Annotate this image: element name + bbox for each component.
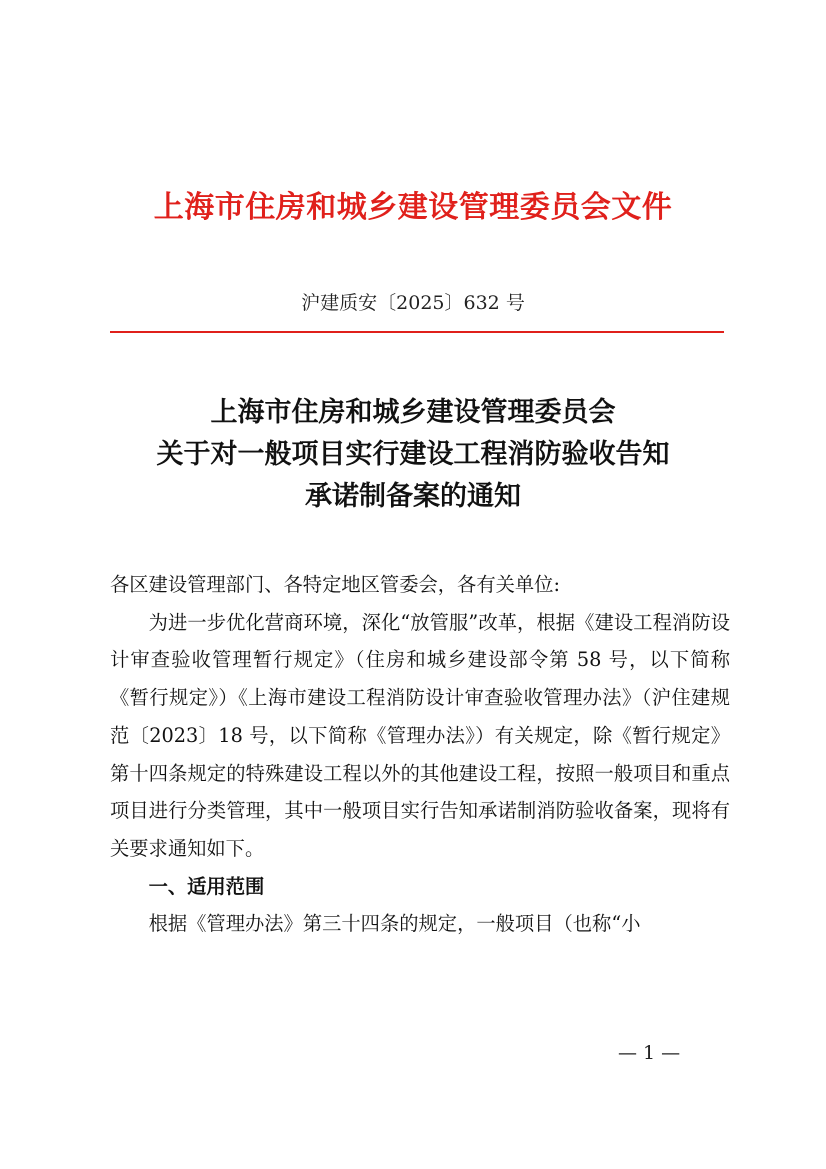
document-body [110,566,730,943]
page-number: — 1 — [618,1042,681,1064]
issuer-header: 上海市住房和城乡建设管理委员会文件 [153,190,673,225]
red-divider-line [110,331,724,333]
salutation: 各区建设管理部门、各特定地区管委会，各有关单位: [110,573,560,596]
section-heading-scope: 一、适用范围 [148,874,265,898]
paragraph-scope: 根据《管理办法》第三十四条的规定，一般项目（也称“小 [148,912,641,936]
notice-title-line-3: 承诺制备案的通知 [305,481,521,512]
paragraph-intro: 为进一步优化营商环境，深化“放管服”改革，根据《建设工程消防设计审查验收管理暂行规定》（住房和城乡建设部令第 58 号，以下简称《暂行规定》）《上海市建设工程消防设计审查验收管理办法》（沪住建规范〔2023〕18 号，以下简称《管理办法》）有关规定，除《暂行规定》第十四条规定的特殊建设工程以外的其他建设工程，按照一般项目和重点项目进行分类管理，其中一般项目实行告知承诺制消防验收备案，现将有关要求通知如下。 [110,610,730,860]
notice-title-line-2: 关于对一般项目实行建设工程消防验收告知 [156,439,670,470]
document-number: 沪建质安〔2025〕632 号 [301,292,525,314]
notice-title-line-1: 上海市住房和城乡建设管理委员会 [210,397,616,428]
notice-title [0,392,826,518]
